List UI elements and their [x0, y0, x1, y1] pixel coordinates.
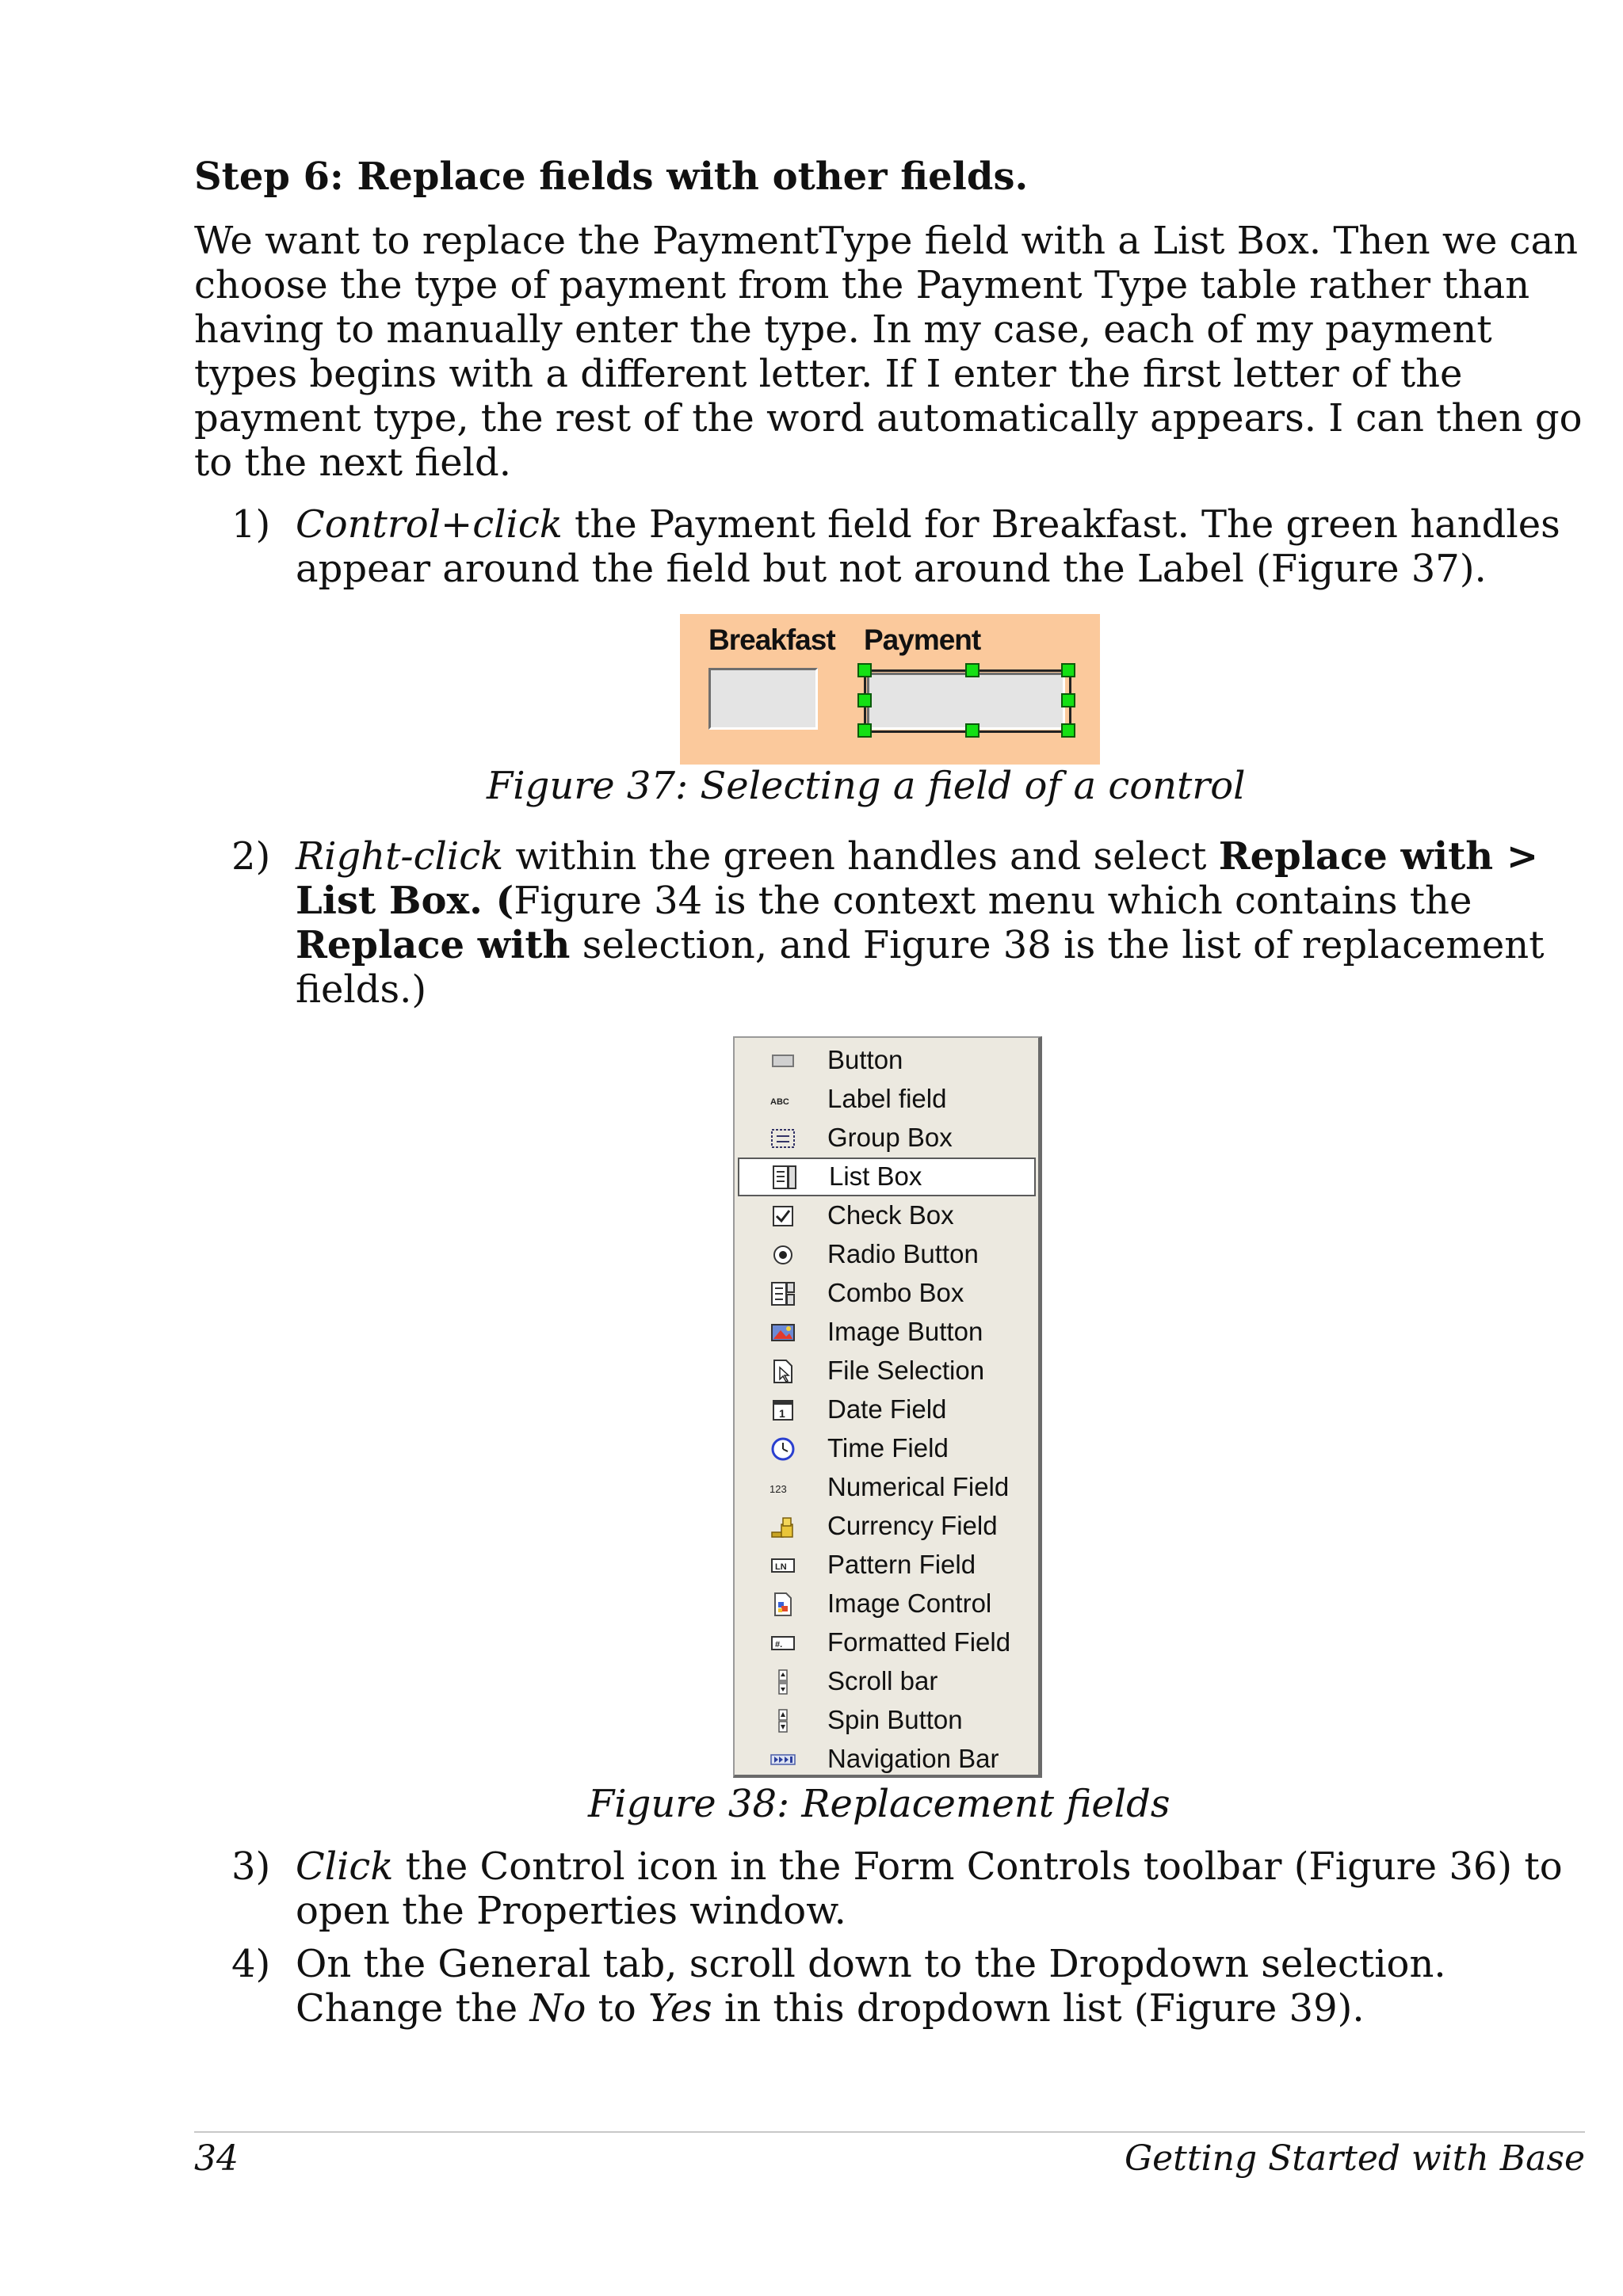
- step-body: selection, and Figure 38 is the list of replacement fields.): [296, 923, 1545, 1012]
- radio-button-icon: [769, 1241, 796, 1268]
- menu-item-file-selection[interactable]: [735, 1352, 1036, 1390]
- menu-item-label: Check Box: [827, 1200, 954, 1230]
- svg-text:#.: #.: [775, 1640, 783, 1650]
- breakfast-field: [708, 668, 818, 730]
- menu-item-label: Label field: [827, 1084, 947, 1113]
- menu-item-scroll-bar[interactable]: [735, 1662, 1036, 1701]
- menu-item-navigation-bar[interactable]: [735, 1740, 1036, 1779]
- selection-handle: [857, 693, 872, 707]
- group-box-icon: [769, 1125, 796, 1152]
- menu-item-date-field[interactable]: [735, 1390, 1036, 1429]
- menu-item-list-box[interactable]: [738, 1158, 1036, 1196]
- breakfast-label: Breakfast: [708, 624, 835, 656]
- menu-item-label: File Selection: [827, 1356, 985, 1385]
- menu-item-group-box[interactable]: [735, 1119, 1036, 1158]
- spin-button-icon: [769, 1707, 796, 1734]
- replace-with-menu: [733, 1036, 1042, 1778]
- svg-text:1: 1: [779, 1407, 785, 1420]
- step-body: the Control icon in the Form Controls toolbar (Figure 36) to open the Properties window.: [296, 1844, 1563, 1933]
- step-number: 2): [231, 834, 271, 879]
- menu-item-label: Combo Box: [827, 1278, 964, 1307]
- book-title: Getting Started with Base: [1124, 2138, 1585, 2179]
- menu-item-check-box[interactable]: [735, 1196, 1036, 1235]
- numerical-field-icon: [769, 1474, 796, 1501]
- step-emphasis: Yes: [648, 1986, 712, 2031]
- menu-item-formatted-field[interactable]: [735, 1623, 1036, 1662]
- figure-37-caption: Figure 37: Selecting a field of a control: [487, 764, 1246, 808]
- menu-item-spin-button[interactable]: [735, 1701, 1036, 1740]
- pattern-field-icon: [769, 1552, 796, 1579]
- menu-item-label: Time Field: [827, 1433, 949, 1463]
- figure-38-caption: Figure 38: Replacement fields: [588, 1782, 1170, 1826]
- menu-item-combo-box[interactable]: [735, 1274, 1036, 1313]
- combo-box-icon: [769, 1280, 796, 1307]
- image-control-icon: [769, 1591, 796, 1618]
- step-text: [296, 502, 1603, 591]
- step-emphasis: Right-click: [296, 834, 504, 879]
- step-body: the Payment field for Breakfast. The green handles appear around the field but not around the Label (Figure 37).: [296, 502, 1560, 591]
- step-text: [296, 1942, 1603, 2031]
- menu-item-time-field[interactable]: [735, 1429, 1036, 1468]
- menu-item-label: Radio Button: [827, 1239, 979, 1268]
- menu-item-radio-button[interactable]: [735, 1235, 1036, 1274]
- image-button-icon: [769, 1319, 796, 1346]
- navigation-bar-icon: [769, 1746, 796, 1773]
- menu-item-label: Spin Button: [827, 1705, 963, 1734]
- step-body: within the green handles and select: [503, 834, 1219, 879]
- selection-handle: [965, 663, 980, 677]
- menu-command: Replace with: [296, 923, 571, 967]
- step-body: Figure 34 is the context menu which contains the: [514, 879, 1472, 923]
- menu-item-label: Image Button: [827, 1317, 983, 1346]
- menu-item-label: List Box: [829, 1161, 922, 1191]
- svg-text:LN: LN: [775, 1562, 787, 1572]
- step-body: On the General tab, scroll down to the Dropdown selection. Change the: [296, 1942, 1446, 2031]
- menu-item-image-control[interactable]: [735, 1585, 1036, 1623]
- file-selection-icon: [769, 1358, 796, 1385]
- step-text: [296, 834, 1603, 1012]
- step-body: in this dropdown list (Figure 39).: [712, 1986, 1365, 2031]
- scroll-bar-icon: [769, 1669, 796, 1695]
- button-icon: [769, 1047, 796, 1074]
- step-body: to: [586, 1986, 649, 2031]
- step-number: 3): [231, 1844, 271, 1889]
- menu-item-label: Numerical Field: [827, 1472, 1010, 1501]
- svg-text:123: 123: [769, 1483, 787, 1495]
- selection-handle: [1061, 663, 1075, 677]
- date-field-icon: [769, 1397, 796, 1424]
- currency-field-icon: [769, 1513, 796, 1540]
- menu-item-label: Formatted Field: [827, 1627, 1011, 1657]
- formatted-field-icon: [769, 1630, 796, 1657]
- menu-item-label: Group Box: [827, 1123, 953, 1152]
- svg-text:ABC: ABC: [770, 1097, 789, 1107]
- step-emphasis: Control+click: [296, 502, 563, 547]
- menu-path: Replace with > List Box. (: [296, 834, 1539, 923]
- menu-item-label-field[interactable]: [735, 1080, 1036, 1119]
- time-field-icon: [769, 1436, 796, 1463]
- menu-item-label: Image Control: [827, 1589, 992, 1618]
- step-emphasis: Click: [296, 1844, 394, 1889]
- step-number: 1): [231, 502, 271, 547]
- step-number: 4): [231, 1942, 271, 1986]
- label-field-icon: [769, 1086, 796, 1113]
- menu-item-currency-field[interactable]: [735, 1507, 1036, 1546]
- check-box-icon: [769, 1203, 796, 1230]
- intro-paragraph: We want to replace the PaymentType field with a List Box. Then we can choose the type of payment from the Payment Type table rather than having to manually enter the type. In my case, each of my payment types begins with a different letter. If I enter the first letter of the payment type, the rest of the word automatically appears. I can then go to the next field.: [194, 219, 1583, 485]
- menu-item-label: Currency Field: [827, 1511, 998, 1540]
- menu-item-numerical-field[interactable]: [735, 1468, 1036, 1507]
- menu-item-pattern-field[interactable]: [735, 1546, 1036, 1585]
- list-box-icon: [771, 1164, 798, 1191]
- selection-handle: [1061, 693, 1075, 707]
- selection-handle: [857, 663, 872, 677]
- step-emphasis: No: [529, 1986, 586, 2031]
- menu-item-label: Navigation Bar: [827, 1744, 999, 1773]
- menu-item-label: Pattern Field: [827, 1550, 976, 1579]
- menu-item-button[interactable]: [735, 1041, 1036, 1080]
- figure-37-image: [680, 614, 1100, 765]
- footer-rule: [194, 2131, 1585, 2133]
- section-heading: Step 6: Replace fields with other fields.: [194, 154, 1029, 199]
- menu-item-image-button[interactable]: [735, 1313, 1036, 1352]
- menu-item-label: Button: [827, 1045, 903, 1074]
- page-number: 34: [194, 2138, 239, 2179]
- step-text: [296, 1844, 1603, 1933]
- menu-item-label: Date Field: [827, 1394, 947, 1424]
- selection-handle: [857, 723, 872, 738]
- selection-handle: [1061, 723, 1075, 738]
- selection-handle: [965, 723, 980, 738]
- menu-item-label: Scroll bar: [827, 1666, 938, 1695]
- payment-label: Payment: [864, 624, 981, 656]
